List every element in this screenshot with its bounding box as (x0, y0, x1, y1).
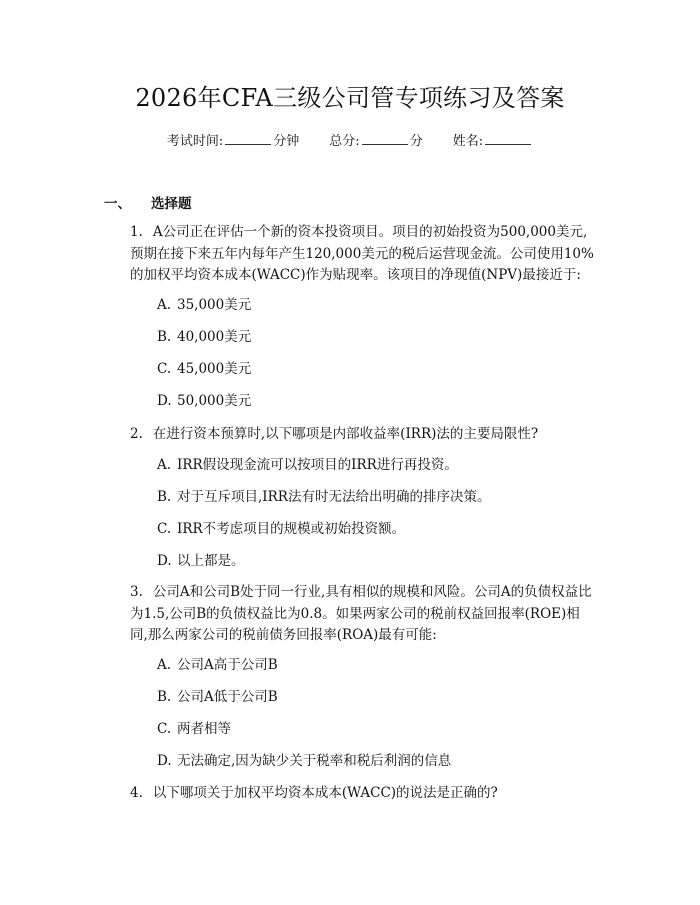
score-field (329, 130, 422, 149)
time-blank (225, 132, 271, 145)
question-number: 2. (130, 426, 143, 442)
option-3c: C. 两者相等 (157, 721, 231, 737)
question-text: 以下哪项关于加权平均资本成本(WACC)的说法是正确的? (152, 785, 498, 801)
section-label: 选择题 (151, 196, 192, 212)
option-2a: A. IRR假设现金流可以按项目的IRR进行再投资。 (157, 457, 458, 473)
question-4 (104, 783, 594, 805)
option-1c: C. 45,000美元 (157, 361, 252, 377)
time-field (167, 130, 299, 149)
name-label: 姓名: (452, 134, 484, 149)
question-number: 1. (130, 224, 143, 240)
question-1 (104, 222, 594, 287)
option-3d: D. 无法确定,因为缺少关于税率和税后利润的信息 (157, 753, 452, 769)
page-title: 2026年CFA三级公司管专项练习及答案 (135, 84, 565, 112)
option-1d: D. 50,000美元 (157, 393, 252, 409)
option-2c: C. IRR不考虑项目的规模或初始投资额。 (157, 521, 406, 537)
question-number: 3. (130, 584, 143, 600)
section-heading (104, 192, 192, 212)
option-2b: B. 对于互斥项目,IRR法有时无法给出明确的排序决策。 (157, 489, 491, 505)
question-text: 在进行资本预算时,以下哪项是内部收益率(IRR)法的主要局限性? (152, 426, 539, 442)
time-unit: 分钟 (273, 134, 300, 149)
exam-meta (0, 130, 700, 149)
score-label: 总分: (329, 134, 360, 149)
option-3b: B. 公司A低于公司B (157, 689, 278, 705)
option-1a: A. 35,000美元 (157, 297, 252, 313)
question-number: 4. (130, 785, 143, 801)
score-unit: 分 (409, 134, 423, 149)
question-2 (104, 424, 594, 446)
time-label: 考试时间: (166, 134, 224, 149)
option-3a: A. 公司A高于公司B (157, 657, 278, 673)
option-2d: D. 以上都是。 (157, 553, 245, 569)
name-blank (485, 132, 531, 145)
question-3 (104, 582, 594, 647)
question-text: 公司A和公司B处于同一行业,具有相似的规模和风险。公司A的负债权益比为1.5,公司B的负债权益比为0.8。如果两家公司的税前权益回报率(ROE)相同,那么两家公司的税前债务回报率(ROA)最有可能: (130, 584, 592, 643)
name-field (453, 130, 533, 149)
section-number: 一、 (104, 196, 131, 212)
score-blank (362, 132, 408, 145)
question-text: A公司正在评估一个新的资本投资项目。项目的初始投资为500,000美元,预期在接下来五年内每年产生120,000美元的税后运营现金流。公司使用10%的加权平均资本成本(WACC)作为贴现率。该项目的净现值(NPV)最接近于: (130, 224, 594, 283)
option-1b: B. 40,000美元 (157, 329, 252, 345)
